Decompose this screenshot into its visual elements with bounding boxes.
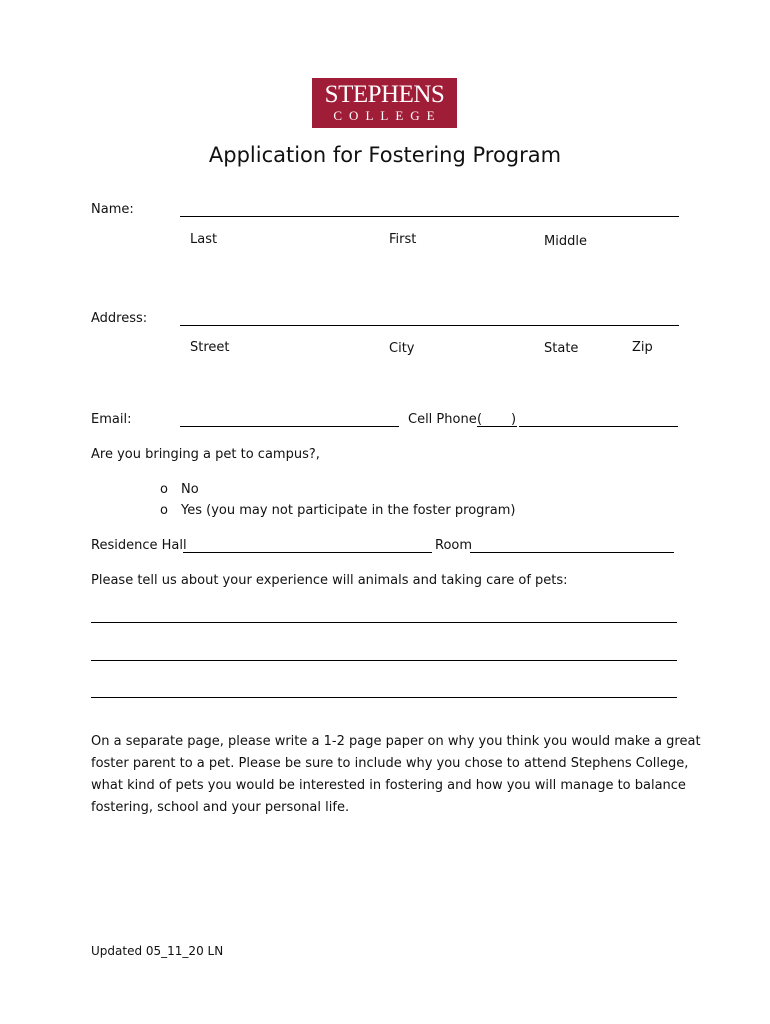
- name-field-line[interactable]: [180, 216, 679, 217]
- name-middle-label: Middle: [544, 234, 587, 249]
- option-yes-bullet[interactable]: o: [160, 503, 168, 518]
- pet-question: Are you bringing a pet to campus?,: [91, 447, 320, 462]
- option-no-bullet[interactable]: o: [160, 482, 168, 497]
- footer-updated: Updated 05_11_20 LN: [91, 944, 224, 958]
- cell-phone-field-line[interactable]: [519, 426, 678, 427]
- room-label: Room: [435, 538, 473, 553]
- residence-hall-label: Residence Hall: [91, 538, 187, 553]
- address-city-label: City: [389, 341, 415, 356]
- cell-phone-label: Cell Phone: [408, 412, 477, 427]
- page-title: Application for Fostering Program: [208, 143, 562, 167]
- option-yes-label: Yes (you may not participate in the foster program): [181, 503, 516, 518]
- residence-hall-field-line[interactable]: [183, 552, 432, 553]
- address-street-label: Street: [190, 340, 230, 355]
- name-label: Name:: [91, 202, 134, 217]
- logo-line2: COLLEGE: [333, 108, 442, 123]
- experience-question: Please tell us about your experience will animals and taking care of pets:: [91, 573, 568, 588]
- name-last-label: Last: [190, 232, 218, 247]
- area-code-open: (: [477, 412, 483, 427]
- experience-answer-line-1[interactable]: [91, 622, 677, 623]
- address-state-label: State: [544, 341, 579, 356]
- name-first-label: First: [389, 232, 417, 247]
- instructions-line-3: what kind of pets you would be interested in fostering and how you will manage to balance: [91, 778, 686, 793]
- option-no-label: No: [181, 482, 199, 497]
- address-field-line[interactable]: [180, 325, 679, 326]
- experience-answer-line-3[interactable]: [91, 697, 677, 698]
- email-field-line[interactable]: [180, 426, 399, 427]
- stephens-college-logo: [312, 78, 457, 128]
- address-label: Address:: [91, 311, 148, 326]
- room-field-line[interactable]: [470, 552, 674, 553]
- address-zip-label: Zip: [632, 340, 653, 355]
- instructions-line-4: fostering, school and your personal life.: [91, 800, 350, 815]
- instructions-line-2: foster parent to a pet. Please be sure to include why you chose to attend Stephens College,: [91, 756, 689, 771]
- area-code-close: ): [511, 412, 517, 427]
- experience-answer-line-2[interactable]: [91, 660, 677, 661]
- logo-line1: STEPHENS: [324, 81, 445, 108]
- email-label: Email:: [91, 412, 132, 427]
- instructions-line-1: On a separate page, please write a 1-2 page paper on why you think you would make a great: [91, 734, 701, 749]
